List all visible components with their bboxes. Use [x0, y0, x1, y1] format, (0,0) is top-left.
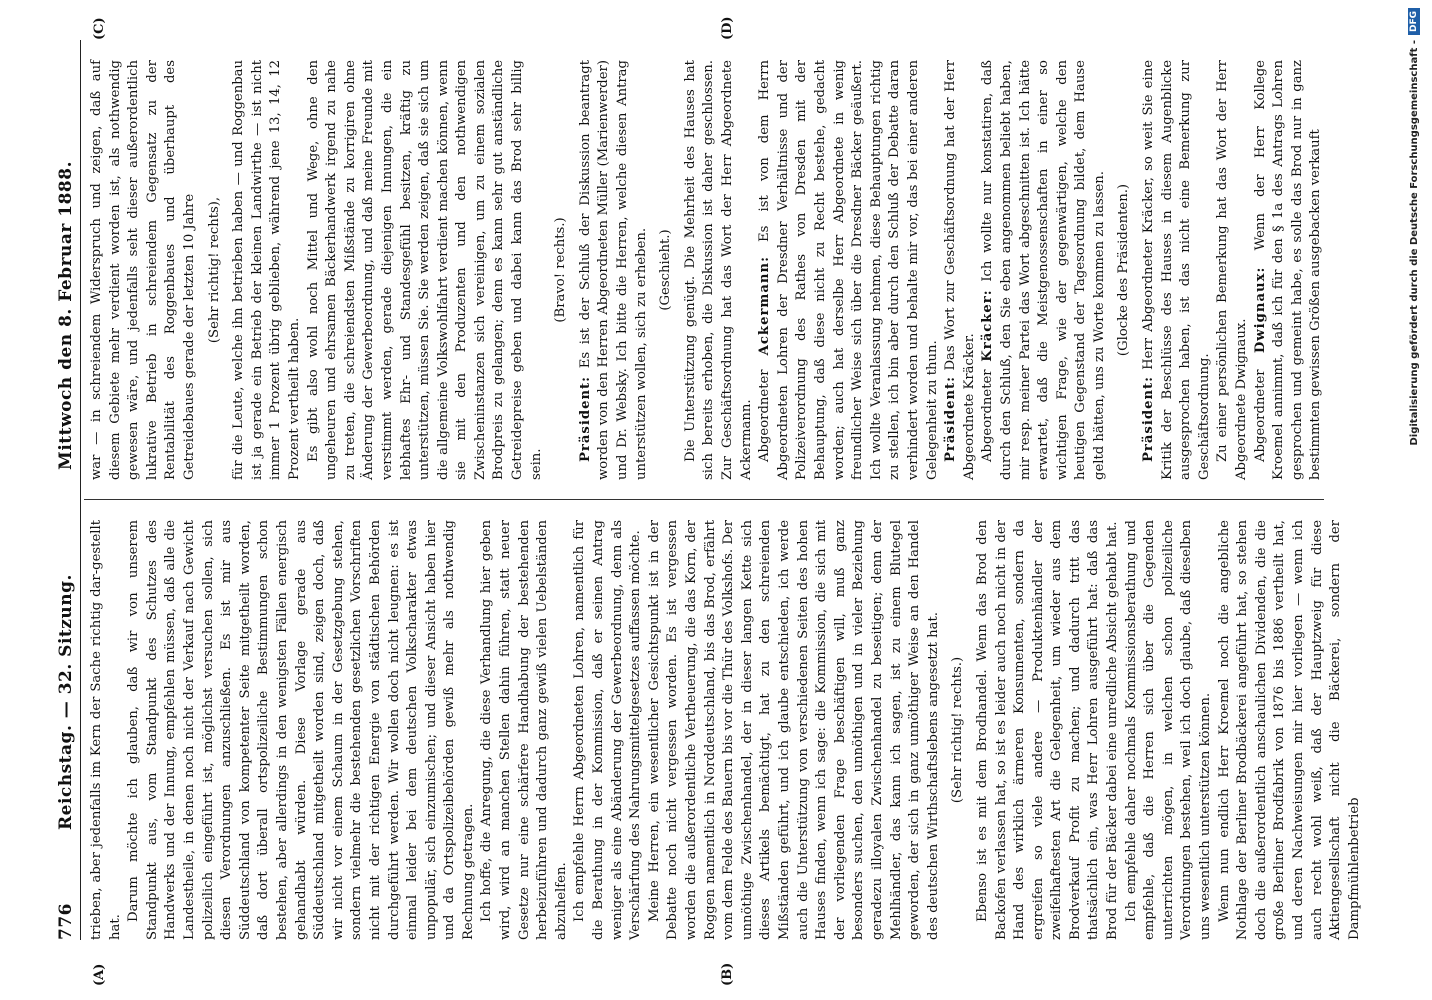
- page-header: [52, 40, 81, 940]
- paragraph: war — in schreiendem Widerspruch und zeigen, daß auf diesem Gebiete mehr verdient worden ist, als nothwendig gewesen wäre, und jedenfalls seht dieser außerordentlich lukrative Betrieb in schreiendem Gegensatz zu der Rentabilität des Roggenbaues und überhaupt des Getreidebaues gerade der letzten 10 Jahre: [89, 60, 197, 480]
- paragraph: Präsident: Es ist der Schluß der Diskussion beantragt worden von den Herren Abgeordneten Müller (Marienwerder) und Dr. Websky. Ich bitte die Herren, welche diesen Antrag unterstützen wollen, sich zu erheben.: [577, 60, 649, 480]
- paragraph: Präsident: Das Wort zur Geschäftsordnung hat der Herr Abgeordnete Kräcker.: [943, 60, 977, 480]
- dfg-logo: DFG: [1408, 8, 1420, 35]
- paragraph: Abgeordneter Kräcker: Ich wollte nur konstatiren, daß durch den Schluß, den Sie eben angenommen beliebt haben, mir resp. meiner Partei das Wort abgeschnitten ist. Ich hätte erwartet, daß die Meistgenossenschaften in einer so wichtigen Frage, wie der gegenwärtigen, welche den heutigen Gegenstand der Tagesordnung bildet, dem Hause geltd hätten, uns zu Worte kommen zu lassen.: [980, 60, 1107, 480]
- stage-direction: (Sehr richtig! rechts.): [950, 656, 966, 804]
- stage-direction: (Bravo! rechts.): [553, 217, 569, 323]
- paragraph: Ich empfehle Herrn Abgeordneten Lohren, namentlich für die Berathung in der Kommission, daß er seinen Antrag weniger als eine Abänderung der Gewerbeordnung, denn als Verschärfung des Nahrungsmittelgesetzes auffassen möchte.: [572, 520, 644, 940]
- margin-mark-a: (A): [92, 963, 107, 986]
- paragraph: Wenn nun endlich Herr Kroemel noch die angebliche Nothlage der Berliner Brodbäckerei angeführt hat, so stehen doch die außerordentlich anschaulichen Dividenden, die die große Berliner Brodfabrik von 1876 bis 1886 vertheilt hat, und deren Nachweisungen mir hier vorliegen — wenn ich auch recht wohl weiß, daß der Hauptzweig für diese Aktiengesellschaft nicht die Bäckerei, sondern der Dampfmühlenbetrieb: [1216, 520, 1362, 940]
- digitization-footer: [1405, 0, 1427, 1000]
- paragraph: für die Leute, welche ihn betrieben haben — und Roggenbau ist ja gerade ein Betrieb der kleinen Landwirthe — ist nicht immer 1 Prozent übrig geblieben, während jene 13, 14, 12 Prozent vertheilt haben.: [231, 60, 302, 480]
- paragraph: Abgeordneter Ackermann: Es ist von dem Herrn Abgeordneten Lohren der Dresdner Verhältnisse und der Polizeiverordnung des Rathes von Dresden mit der Behauptung, daß diese nicht zu Recht bestehe, gedacht worden; auch hat derselbe Herr Abgeordnete in wenig freundlicher Weise sich über die Dresdner Bäcker geäußert. Ich wollte Veranlassung nehmen, diese Behauptungen richtig zu stellen, ich bin aber durch den Schluß der Debatte daran verhindert worden und behalte mir vor, das bei einer anderen Gelegenheit zu thun.: [757, 60, 940, 480]
- margin-mark-d: (D): [720, 16, 735, 40]
- paragraph: trieben, aber jedenfalls im Kern der Sache richtig dar-gestellt hat.: [89, 520, 123, 940]
- paragraph: Ich hoffe, die Anregung, die diese Verhandlung hier geben wird, wird an manchen Stellen dahin führen, statt neuer Gesetze nur eine schärfere Handhabung der bestehenden herbeizuführen und dadurch ganz gewiß vielen Uebelständen abzuhelfen.: [479, 520, 569, 940]
- left-text-column: [88, 520, 1362, 940]
- paragraph: Abgeordneter Dwignaux: Wenn der Herr Kollege Kroemel annimmt, daß ich für den § 1a des Antrags Lohren gesprochen und gemeint habe, es solle das Brod nur in ganz bestimmten gewissen Größen ausgebacken verkauft: [1252, 60, 1324, 480]
- paragraph: Die Unterstützung genügt. Die Mehrheit des Hauses hat sich bereits erhoben, die Diskussion ist daher geschlossen. Zur Geschäftsordnung hat das Wort der Herr Abgeordnete Ackermann.: [682, 60, 754, 480]
- stage-direction: (Glocke des Präsidenten.): [1116, 183, 1132, 357]
- right-text-column: [88, 60, 1328, 480]
- paragraph: Präsident: Herr Abgeordneter Kräcker, so weit Sie eine Kritik der Beschlüsse des Hauses in diesem Augenblicke ausgesprochen haben, ist das nicht eine Bemerkung zur Geschäftsordnung.: [1141, 60, 1212, 480]
- paragraph: Zu einer persönlichen Bemerkung hat das Wort der Herr Abgeordnete Dwignaux.: [1215, 60, 1250, 480]
- stage-direction: (Sehr richtig! rechts),: [206, 196, 222, 344]
- page-number: 776: [56, 903, 76, 940]
- paragraph: Meine Herren, ein wesentlicher Gesichtspunkt ist in der Debatte noch nicht vergessen worden. Es ist vergessen worden die außerordentliche Vertheuerung, die das Korn, der Roggen namentlich in Norddeutschland, bis das Brod, erfährt vom dem Felde des Bauern bis vor die Thür des Volkshofs. Der unnöthige Zwischenhandel, der in dieser langen Kette sich dieses Artikels bemächtigt, hat zu den schreienden Mißständen geführt, und ich glaube entschieden, ich werde auch die Unterstützung von verschiedenen Seiten des hohen Hauses finden, wenn ich sage: die Kommission, die sich mit der vorliegenden Frage beschäftigen will, muß ganz besonders suchen, den unnöthigen und in vieler Beziehung geradezu illoyalen Zwischenhandel zu beseitigen; denn der Mehlhändler, das kann ich sagen, ist zu einem Blutegel geworden, der sich in ganz unnöthiger Weise an den Handel des deutschen Wirthschaftslebens angesetzt hat.: [646, 520, 941, 940]
- paragraph: Ich empfehle daher nochmals Kommissionsberathung und empfehle, daß die Herren sich über die Gegenden unterrichten mögen, in welchen schon polizeiliche Verordnungen bestehen, weil ich doch glaube, daß dieselben uns wesentlich unterstützen können.: [1123, 520, 1214, 940]
- paragraph: Ebenso ist es mit dem Brodhandel. Wenn das Brod den Backofen verlassen hat, so ist es leider auch noch nicht in der Hand des wirklich ärmeren Konsumenten, sondern da ergreifen so viele andere — Produktenhändler der zweifelhaftesten Art die Gelegenheit, um wieder aus dem Brodverkauf Profit zu machen; und dadurch tritt das thatsächlich ein, was Herr Lohren ausgeführt hat: daß das Brod für der Bäcker dabei eine unredliche Absicht gehabt hat.: [974, 520, 1121, 940]
- stage-direction: (Geschieht.): [658, 229, 674, 311]
- digitization-credit: Digitalisierung gefördert durch die Deutsche Forschungsgemeinschaft -: [1409, 40, 1420, 446]
- paragraph: Es gibt also wohl noch Mittel und Wege, ohne den ungeheuren und ehrsamen Bäckerhandwerk irgend zu nahe zu treten, die schreiendsten Mißstände zu korrigiren ohne Änderung der Gewerbeordnung, und daß meine Freunde mit verstimmt werden, gerade diejenigen Innungen, die ein lebhaftes Ehr- und Standesgefühl besitzen, kräftig zu unterstützen, müssen Sie. Sie werden zeigen, daß sie sich um die allgemeine Volkswohlfahrt verdient machen können, wenn sie mit den Produzenten und den nothwendigen Zwischeninstanzen sich vereinigen, um zu einem sozialen Brodpreis zu gelangen; denn es kann sehr gut anständliche Getreidepreise geben und dabei kann das Brod sehr billig sein.: [305, 60, 544, 480]
- margin-mark-b: (B): [720, 962, 735, 986]
- date-title: Mittwoch den 8. Februar 1888.: [56, 160, 76, 470]
- column-divider: [84, 499, 1324, 500]
- margin-mark-c: (C): [92, 17, 107, 40]
- paragraph: Darum möchte ich glauben, daß wir von unserem Standpunkt aus, vom Standpunkt des Schutzes des Handwerks und der Innung, empfehlen müssen, daß alle die Landestheile, in denen noch nicht der Verkauf nach Gewicht polizeilich eingeführt ist, möglichst versuchen sollen, sich diesen Verordnungen anzuschließen. Es ist mir aus Süddeutschland von kompetenter Seite mitgetheilt worden, daß dort überall ortspolizeiliche Bestimmungen schon bestehen, aber allerdings in den wenigsten Fällen energisch gehandhabt würden. Diese Vorlage gerade aus Süddeutschland mitgetheilt worden sind, zeigen doch, daß wir nicht vor einem Schaum in der Gesetzgebung stehen, sondern vielmehr die bestehenden gesetzlichen Vorschriften nicht mit der richtigen Energie von städtischen Behörden durchgeführt werden. Wir wollen doch nicht leugnen: es ist einmal leider bei dem deutschen Volkscharakter etwas unpopulär, sich einzumischen; und dieser Ansicht haben hier und da Ortspolizeibehörden gewiß mehr als nothwendig Rechnung getragen.: [126, 520, 476, 940]
- session-title: Reichstag. — 32. Sitzung.: [56, 574, 76, 830]
